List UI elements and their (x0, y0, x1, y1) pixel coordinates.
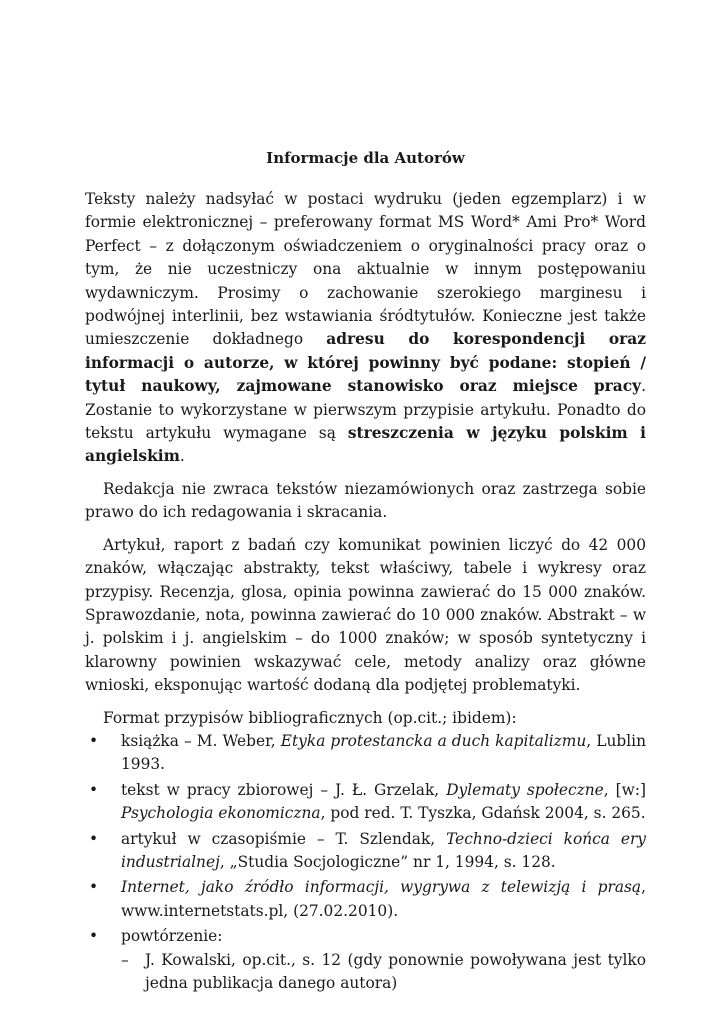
dash-icon: – (121, 950, 129, 969)
document-page (85, 147, 646, 997)
para1-bold-1: adresu do korespondencji oraz informacji o autorze, w której powinny być podane: stopień / tytuł naukowy, zajmowane stanowisko oraz miejsce pracy (85, 330, 646, 396)
item-title: Etyka protestancka a duch kapitalizmu (280, 731, 587, 750)
bullet-icon: • (89, 780, 99, 799)
item-text-end: , Lublin 1993. (121, 731, 646, 774)
item-title: Internet, jako źródło informacji, wygrywa z telewizją i prasą (121, 878, 642, 897)
item-text-mid: , [w:] (603, 780, 646, 799)
para1-text-3: . (179, 447, 185, 466)
bullet-icon: • (89, 927, 99, 946)
item-text-end: , pod red. T. Tyszka, Gdańsk 2004, s. 265. (320, 804, 646, 823)
item-text: artykuł w czasopiśmie – T. Szlendak, (121, 829, 447, 848)
list-item (85, 925, 646, 995)
bullet-icon: • (89, 878, 99, 897)
sub-list-item (121, 949, 646, 996)
item-title-2: Psychologia ekonomiczna (121, 804, 321, 823)
page-title: Informacje dla Autorów (266, 149, 465, 167)
item-text-end: , www.internetstats.pl, (27.02.2010). (121, 878, 646, 920)
list-item (85, 779, 646, 826)
list-item (85, 730, 646, 777)
para1-text-2: . Zostanie to wykorzystane w pierwszym przypisie artykułu. Ponadto do tekstu artykułu wymagane są (85, 377, 646, 443)
list-item (85, 828, 646, 875)
item-title: Dylematy społeczne (446, 780, 604, 799)
item-text: tekst w pracy zbiorowej – J. Ł. Grzelak, (121, 780, 447, 799)
bullet-icon: • (89, 829, 99, 848)
item-text: książka – M. Weber, (121, 731, 281, 750)
sub-list (121, 949, 646, 996)
bullet-icon: • (89, 731, 99, 750)
item-text: powtórzenie: (121, 927, 223, 946)
item-text-end: , „Studia Socjologiczne” nr 1, 1994, s. 128. (219, 852, 556, 871)
item-title: Techno-dzieci końca ery industrialnej (121, 829, 646, 871)
list-item (85, 876, 646, 923)
para1-bold-2: streszczenia w języku polskim i angielskim (85, 424, 646, 466)
sub-item-text: J. Kowalski, op.cit., s. 12 (gdy ponownie powoływana jest tylko jedna publikacja danego autora) (145, 950, 646, 992)
paragraph-length: Artykuł, raport z badań czy komunikat powinien liczyć do 42 000 znaków, włączając abstrakty, tekst właściwy, tabele i wykresy oraz przypisy. Recenzja, glosa, opinia powinna zawierać do 15 000 znaków. Sprawozdanie, nota, powinna zawierać do 10 000 znaków. Abstrakt – w j. polskim i j. angielskim – do 1000 znaków; w sposób syntetyczny i klarowny powinien wskazywać cele, metody analizy oraz główne wnioski, eksponując wartość dodaną dla podjętej problematyki. (85, 535, 646, 695)
paragraph-editorial: Redakcja nie zwraca tekstów niezamówionych oraz zastrzega sobie prawo do ich redagowania i skracania. (85, 479, 646, 522)
bibliography-list (85, 730, 646, 995)
paragraph-submission (85, 188, 646, 469)
para1-text-1: Teksty należy nadsyłać w postaci wydruku (jeden egzemplarz) i w formie elektronicznej – preferowany format MS Word* Ami Pro* Word Perfect – z dołączonym oświadczeniem o oryginalności pracy oraz o tym, że nie uczestniczy ona aktualnie w innym postępowaniu wydawniczym. Prosimy o zachowanie szerokiego marginesu i podwójnej interlinii, bez wstawiania śródtytułów. Konieczne jest także umieszczenie dokładnego (85, 190, 646, 349)
bibliography-intro: Format przypisów bibliograficznych (op.cit.; ibidem): (103, 708, 517, 727)
